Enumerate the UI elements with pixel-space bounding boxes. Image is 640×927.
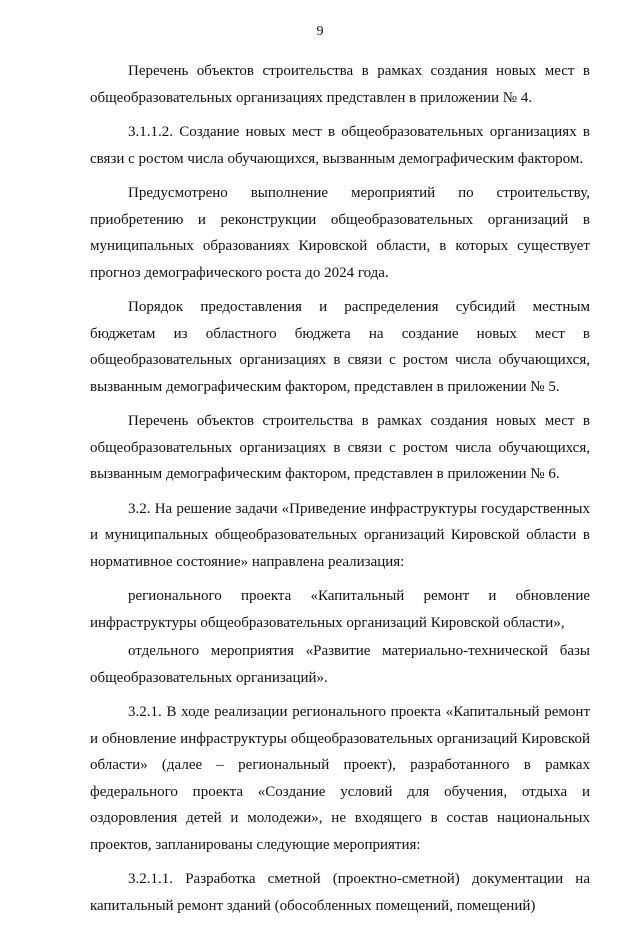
paragraph-3-2: 3.2. На решение задачи «Приведение инфраструктуры государственных и муниципальных общеобразовательных организаций Кировской области в нормативное состояние» направлена реализация: (90, 500, 590, 570)
paragraph-subsidy-procedure: Порядок предоставления и распределения субсидий местным бюджетам из областного бюджета на создание новых мест в общеобразовательных организациях в связи с ростом числа обучающихся, вызванным демографическим фактором, представлен в приложении № 5. (90, 299, 590, 395)
paragraph-3-1-1-2: 3.1.1.2. Создание новых мест в общеобразовательных организациях в связи с ростом числа обучающихся, вызванным демографическим фактором. (90, 124, 590, 167)
paragraph-appendix-6: Перечень объектов строительства в рамках создания новых мест в общеобразовательных организациях в связи с ростом числа обучающихся, вызванным демографическим фактором, представлен в приложении № 6. (90, 413, 590, 482)
paragraph-regional-project: регионального проекта «Капитальный ремонт и обновление инфраструктуры общеобразовательных организаций Кировской области», (90, 588, 590, 631)
page-number: 9 (316, 24, 324, 39)
paragraph-planned-measures: Предусмотрено выполнение мероприятий по строительству, приобретению и реконструкции общеобразовательных организаций в муниципальных образованиях Кировской области, в которых существует прогноз демографического роста до 2024 года. (90, 185, 590, 281)
document-body (90, 58, 590, 927)
paragraph-3-2-1: 3.2.1. В ходе реализации регионального проекта «Капитальный ремонт и обновление инфраструктуры общеобразовательных организаций Кировской области» (далее – региональный проект), разработанного в рамках федерального проекта «Создание условий для обучения, отдыха и оздоровления детей и молодежи», не входящего в состав национальных проектов, запланированы следующие мероприятия: (90, 704, 590, 853)
paragraph-3-2-1-1: 3.2.1.1. Разработка сметной (проектно-сметной) документации на капитальный ремонт зданий (обособленных помещений, помещений) (90, 871, 590, 914)
paragraph-appendix-4: Перечень объектов строительства в рамках создания новых мест в общеобразовательных организациях представлен в приложении № 4. (90, 63, 590, 106)
paragraph-separate-measure: отдельного мероприятия «Развитие материально-технической базы общеобразовательных организаций». (90, 643, 590, 686)
